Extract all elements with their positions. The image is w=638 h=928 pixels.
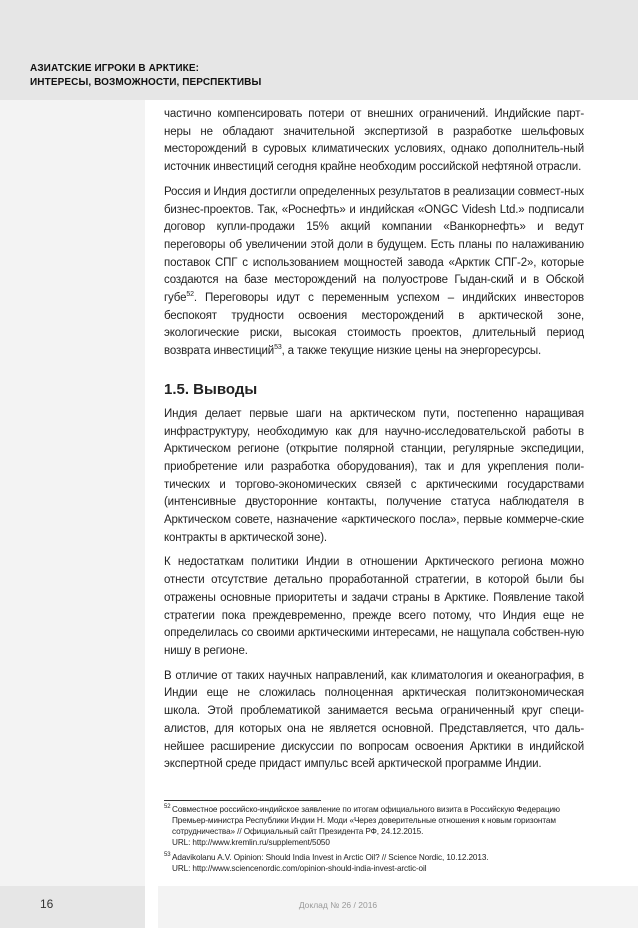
footnote-ref-52[interactable]: 52	[186, 291, 194, 299]
paragraph-3: Индия делает первые шаги на арктическом пути, постепенно наращивая инфраструктуру, необходимую как для научно-исследовательской работы в Арктическом регионе (открытие полярной станции, регулярные экспедиции, приобретение или разработка оборудования), так и для укрепления поли-тических и торгово-экономических связей с арктическими государствами (интенсивные двусторонние контакты, получение статуса наблюдателя в Арктическом совете, назначение «арктического посла», первые коммерче-ские контракты в арктической зоне).	[164, 407, 584, 544]
running-header-line1: АЗИАТСКИЕ ИГРОКИ В АРКТИКЕ:	[30, 63, 200, 74]
footnote-link[interactable]: URL: http://www.kremlin.ru/supplement/5050	[172, 838, 330, 847]
section-heading: 1.5. Выводы	[164, 380, 258, 398]
footer-left-band	[0, 886, 145, 928]
page-number: 16	[40, 897, 54, 911]
footnote-link[interactable]: URL: http://www.sciencenordic.com/opinion-should-india-invest-arctic-oil	[172, 864, 427, 873]
footnotes	[164, 804, 584, 878]
left-margin-band	[0, 100, 145, 928]
paragraph-1: частично компенсировать потери от внешних ограничений. Индийские парт-неры не обладают значительной экспертизой в разработке шельфовых месторождений в суровых климатических условиях, однако дополнитель-ный источник инвестиций сегодня крайне необходим российской нефтяной отрасли.	[164, 108, 584, 174]
main-text	[164, 106, 584, 781]
running-header	[30, 62, 330, 90]
footnote-53: 53 Adavikolanu A.V. Opinion: Should India Invest in Arctic Oil? // Science Nordic, 10.12.2013. URL: http://www.sciencenordic.com/opinion-should-india-invest-arctic-oil	[164, 852, 584, 874]
footnote-divider	[164, 800, 321, 801]
paragraph-5: В отличие от таких научных направлений, как климатология и океанография, в Индии еще не сложилась полноценная арктическая политэкономическая школа. Этой проблематикой занимается весьма ограниченный круг специ-алистов, для которых она не является основной. Представляется, что даль-нейшее расширение дискуссии по вопросам освоения Арктики в индийской экспертной среде придаст импульс всей арктической программе Индии.	[164, 669, 584, 771]
paragraph-4: К недостаткам политики Индии в отношении Арктического региона можно отнести отсутствие детально проработанной стратегии, в которой были бы отражены основные приоритеты и задачи страны в Арктике. Появление такой стратегии пока преждевременно, прежде всего потому, что Индия еще не определилась со своими арктическими интересами, не нащупала собствен-ную нишу в регионе.	[164, 556, 584, 657]
footnote-52: 52 Совместное российско-индийское заявление по итогам официального визита в Российскую Федерацию Премьер-министра Республики Индии Н. Моди «Через доверительные отношения к новым горизонтам сотрудничества» // Официальный сайт Президента РФ, 24.12.2015. URL: http://www.kremlin.ru/supplement/5050	[164, 804, 584, 848]
footnote-ref-53[interactable]: 53	[274, 344, 282, 352]
running-header-line2: ИНТЕРЕСЫ, ВОЗМОЖНОСТИ, ПЕРСПЕКТИВЫ	[30, 77, 262, 88]
paragraph-2: Россия и Индия достигли определенных результатов в реализации совмест-ных бизнес-проектов. Так, «Роснефть» и индийская «ONGC Videsh Ltd.» подписали договор купли-продажи 15% акций компании «Ванкорнефть» и ведут переговоры об увеличении этой доли в будущем. Есть планы по налаживанию поставок СПГ с использованием мощностей завода «Арктик СПГ-2», которые создаются на базе месторождений на полуострове Гыдан-ский и в Обской губе$^{52}$. Переговоры идут с переменным успехом – индийских инвесторов беспокоят трудности освоения месторождений в арктической зоне, экологические риски, высокая стоимость проектов, длительный период возврата инвестиций$^{53}$, а также текущие низкие цены на энергоресурсы.	[164, 185, 584, 358]
footer-label: Доклад № 26 / 2016	[298, 900, 378, 910]
